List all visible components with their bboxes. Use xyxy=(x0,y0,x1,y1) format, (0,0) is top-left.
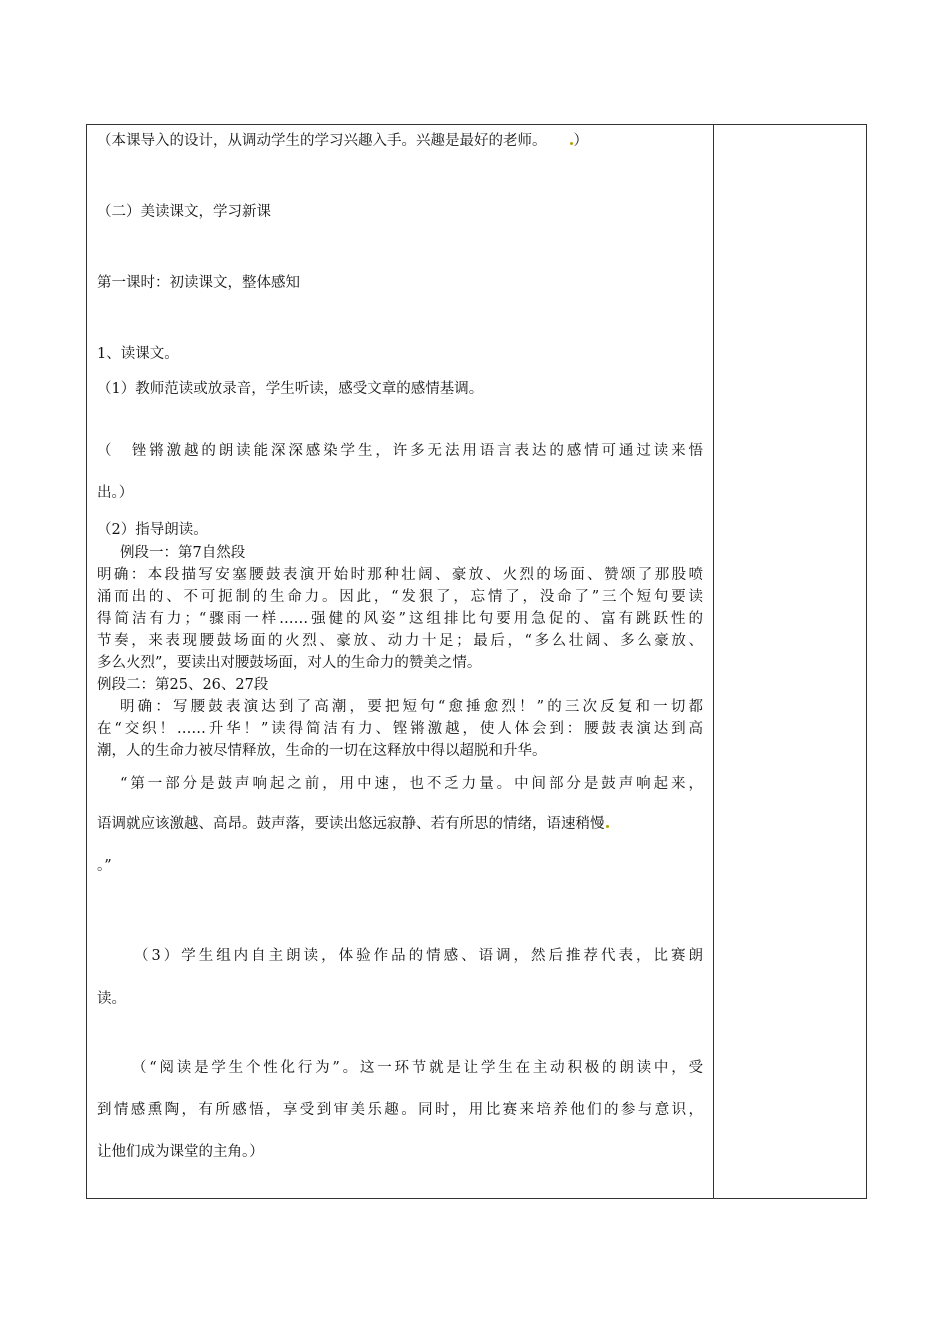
example-1-line-3: 得简洁有力；“骤雨一样……强健的风姿”这组排比句要用急促的、富有跳跃性的 xyxy=(97,611,703,627)
mark-dot xyxy=(570,142,573,145)
lesson-table xyxy=(86,124,867,1199)
step-3-line-2: 读。 xyxy=(97,991,126,1007)
step-3-line-1: （3）学生组内自主朗读，体验作品的情感、语调，然后推荐代表，比赛朗 xyxy=(134,948,703,964)
quote-line-2-text: 语调就应该激越、高昂。鼓声落，要读出悠远寂静、若有所思的情绪，语速稍慢 xyxy=(97,816,605,832)
note-3-line-3: 让他们成为课堂的主角。） xyxy=(97,1144,264,1160)
example-1-line-4: 节奏，来表现腰鼓场面的火烈、豪放、动力十足；最后，“多么壮阔、多么豪放、 xyxy=(97,633,703,649)
example-2-title: 例段二：第25、26、27段 xyxy=(97,677,269,693)
column-divider xyxy=(713,125,714,1198)
example-1-line-2: 涌而出的、不可扼制的生命力。因此，“发狠了，忘情了，没命了”三个短句要读 xyxy=(97,589,703,605)
intro-note-end: ） xyxy=(573,133,588,149)
example-1-line-1: 明确：本段描写安塞腰鼓表演开始时那种壮阔、豪放、火烈的场面、赞颂了那股喷 xyxy=(97,567,703,583)
mark-dot xyxy=(606,825,609,828)
step-2: （2）指导朗读。 xyxy=(97,522,208,538)
note-1-line-2: 出。） xyxy=(97,485,134,501)
example-2-line-1: 明确：写腰鼓表演达到了高潮，要把短句“愈捶愈烈！”的三次反复和一切都 xyxy=(120,699,703,715)
intro-note-text: （本课导入的设计，从调动学生的学习兴趣入手。兴趣是最好的老师。 xyxy=(97,133,547,149)
step-1: （1）教师范读或放录音，学生听读，感受文章的感情基调。 xyxy=(97,381,484,397)
note-3-line-1: （“阅读是学生个性化行为”。这一环节就是让学生在主动积极的朗读中，受 xyxy=(132,1060,703,1076)
quote-line-2 xyxy=(97,814,610,834)
note-1-line-1: （ 锉锵激越的朗读能深深感染学生，许多无法用语言表达的感情可通过读来悟 xyxy=(97,443,703,459)
section-heading: （二）美读课文，学习新课 xyxy=(97,204,271,220)
lesson-title: 第一课时：初读课文，整体感知 xyxy=(97,275,300,291)
note-3-line-2: 到情感熏陶，有所感悟，享受到审美乐趣。同时，用比赛来培养他们的参与意识， xyxy=(97,1102,703,1118)
quote-line-1: “第一部分是鼓声响起之前，用中速，也不乏力量。中间部分是鼓声响起来， xyxy=(120,776,703,792)
example-2-line-3: 潮，人的生命力被尽情释放，生命的一切在这释放中得以超脱和升华。 xyxy=(97,743,547,759)
intro-note xyxy=(97,131,588,151)
quote-line-3: 。” xyxy=(97,858,112,874)
step-read: 1、读课文。 xyxy=(97,346,179,362)
example-1-line-5: 多么火烈”，要读出对腰鼓场面，对人的生命力的赞美之情。 xyxy=(97,655,482,671)
example-1-title: 例段一：第7自然段 xyxy=(120,545,246,561)
example-2-line-2: 在“交织！……升华！”读得简洁有力、铿锵激越，使人体会到：腰鼓表演达到高 xyxy=(97,721,703,737)
